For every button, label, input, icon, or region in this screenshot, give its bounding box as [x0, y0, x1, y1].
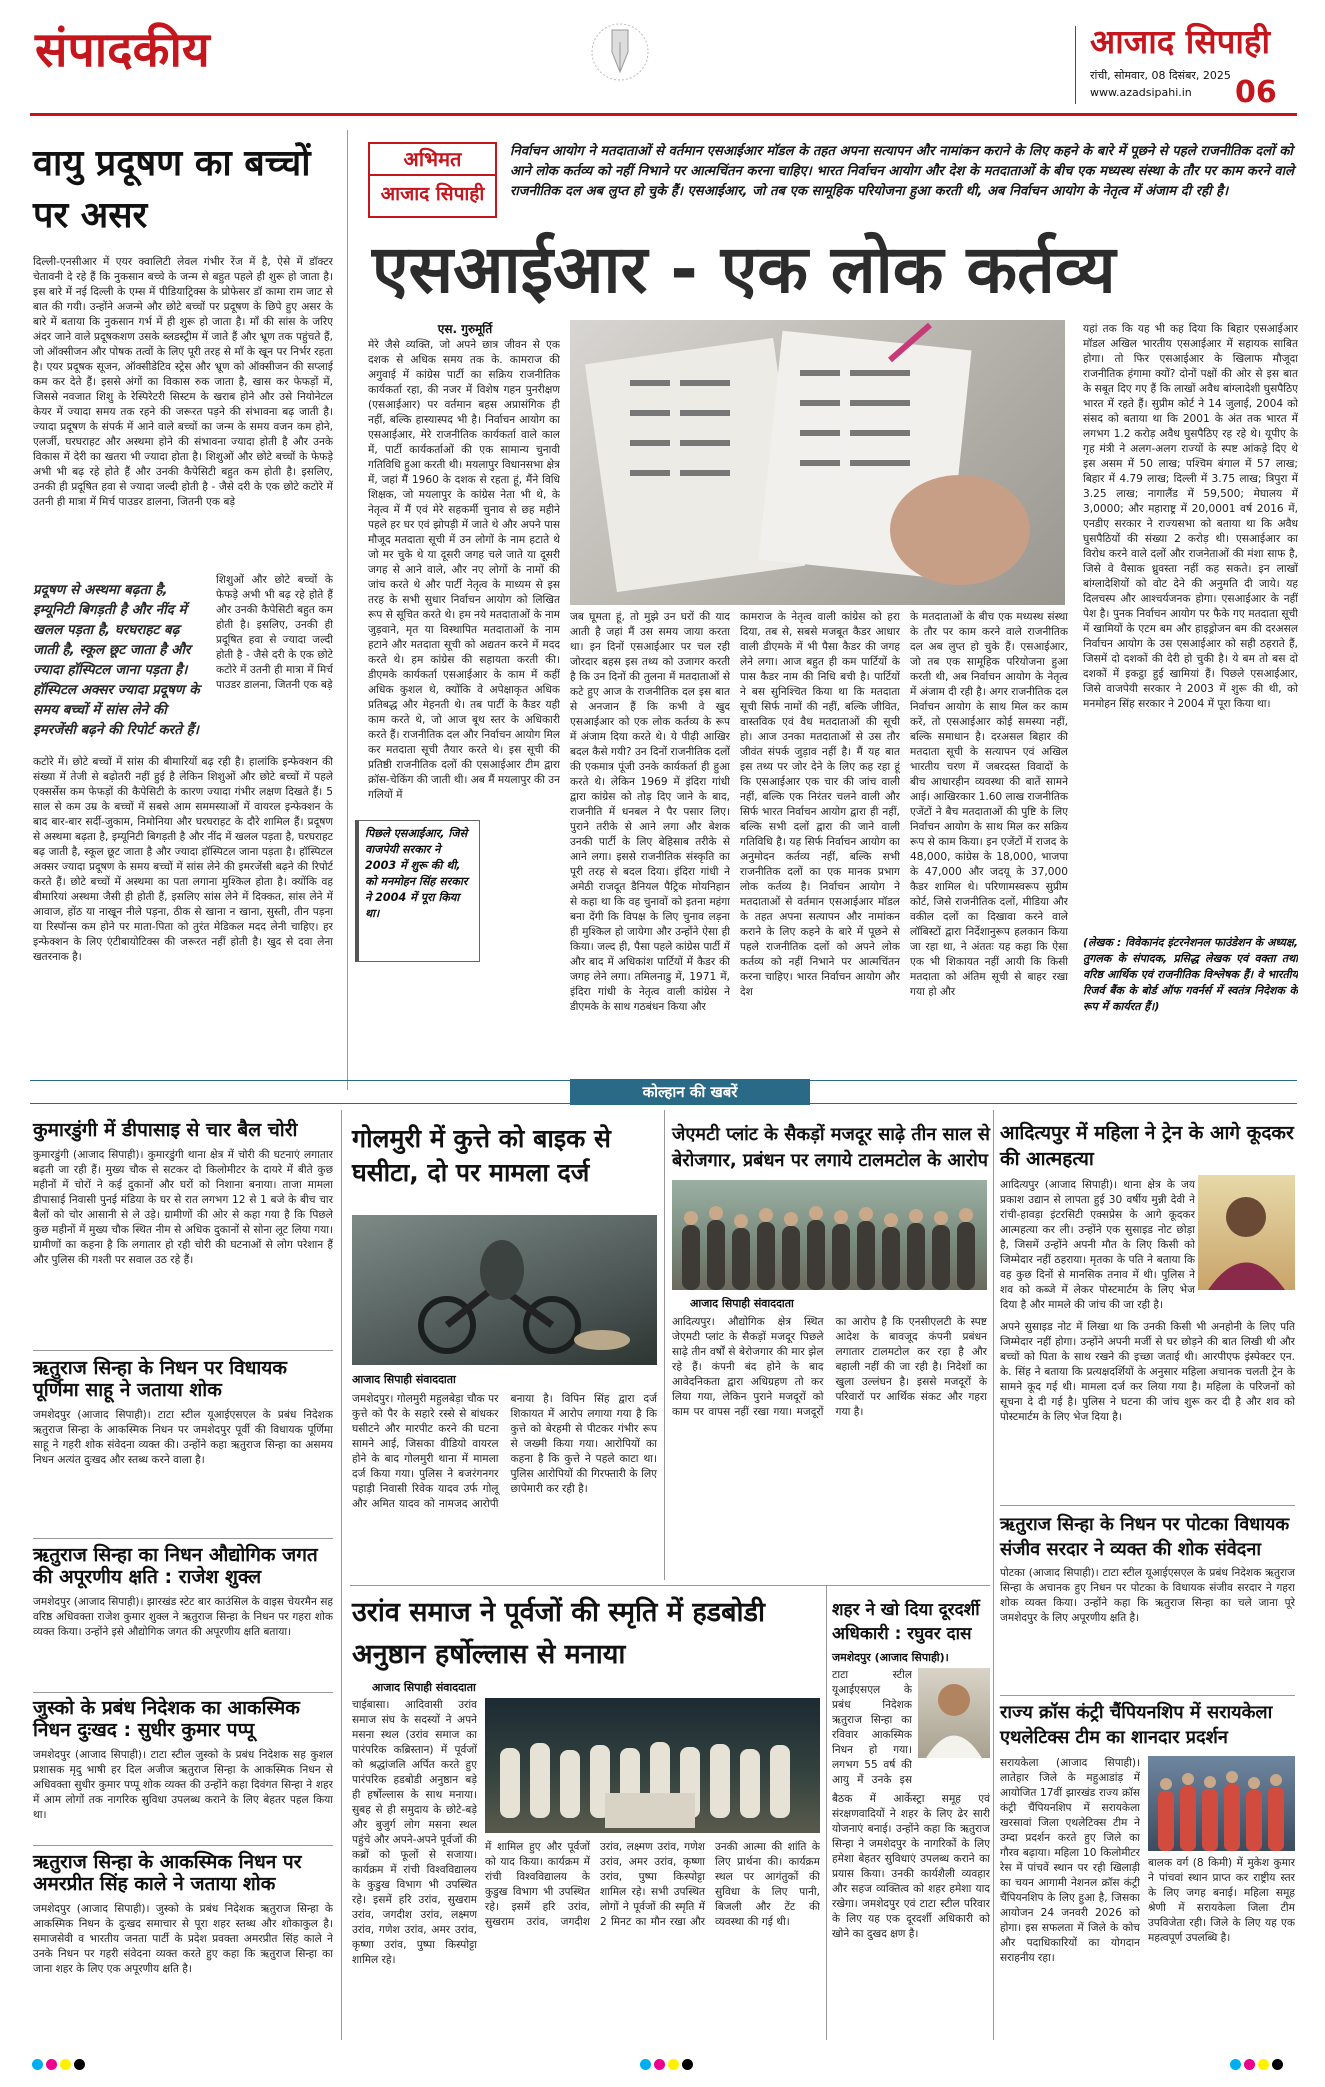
purnima-headline: ऋतुराज सिन्हा के निधन पर विधायक पूर्णिमा साहू ने जताया शोक [33, 1357, 287, 1401]
uraon-gathering-illustration [485, 1698, 820, 1833]
athletics-photo [1148, 1756, 1295, 1851]
opinion-col2: जब घूमता हूं, तो मुझे उन घरों की याद आती है जहां मैं उस समय जाया करता था। इन दिनों एसआईआर पर चल रही जोरदार बहस इस तथ्य को उजागर करती है कि उन दिनों की तुलना में मतदाताओं से कटे हुए आज के राजनीतिक दल इस बात से अनजान हैं कि कभी वे खुद एसआईआर को एक लोक कर्तव्य के रूप में अंजाम दिया करते थे। ये पीढ़ी आखिर बदल कैसे गयी? उन दिनों राजनीतिक दलों की एकमात्र पूंजी उनके कार्यकर्ता ही हुआ करते थे। लेकिन 1969 में इंदिरा गांधी द्वारा कांग्रेस को तोड़ दिए जाने के बाद, राजनीति में धनबल ने पैर पसार लिए। पुराने तरीके से आने लगा और बेशक उनकी पार्टी के लिए बेहिसाब तरीके से आने लगा। इससे राजनीतिक संस्कृति का पूरी तरह से बदल दिया। इंदिरा गांधी ने अमेठी राजदूत डैनियल पैट्रिक मोयनिहान से कहा था कि वह चुनावों को इतना महंगा बना देंगी कि विपक्ष के लिए चुनाव लड़ना ही मुश्किल हो जायेगा और उन्होंने ऐसा ही किया। जल्द ही, पैसा पहले कांग्रेस पार्टी में और बाद में अधिकांश पार्टियों में कैडर की जगह लेने लगा। तमिलनाडु में, 1971 में, इंदिरा गांधी के नेतृत्व वाली कांग्रेस ने डीएमके के साथ गठबंधन किया और [570, 611, 730, 1013]
column-divider [341, 1110, 342, 2040]
opinion-tag-bottom: आजाद सिपाही [380, 183, 485, 205]
uraon-photo [485, 1698, 820, 1833]
jmt-body: आदित्यपुर। औद्योगिक क्षेत्र स्थित जेएमटी प्लांट के सैकड़ों मजदूर पिछले साढ़े तीन वर्षों से बेरोजगार की मार झेल रहे हैं। कंपनी बंद होने के बाद आवेदनिकता द्वारा अधिग्रहण तो कर लिया गया, लेकिन पुराने मजदूरों को काम पर वापस नहीं रखा गया। मजदूरों का आरोप है कि एनसीएलटी के स्पष्ट आदेश के बावजूद कंपनी प्रबंधन लगातार टालमटोल कर रहा है और बहाली नहीं की जा रही है। निदेशों का खुला उल्लंघन है। इससे मजदूरों के परिवारों पर आर्थिक संकट और गहरा गया है। [672, 1316, 987, 1418]
opinion-byline: एस. गुरुमूर्ति [437, 322, 493, 336]
opinion-tag [368, 142, 497, 218]
rajesh-body: जमशेदपुर (आजाद सिपाही)। झारखंड स्टेट बार काउंसिल के वाइस चेयरमैन सह वरिष्ठ अधिवक्ता राजेश कुमार शुक्ल ने ऋतुराज सिन्हा के निधन पर गहरा शोक व्यक्त किया। उन्होंने इसे औद्योगिक जगत की अपूरणीय क्षति बताया। [33, 1596, 333, 1638]
opinion-col5: यहां तक कि यह भी कह दिया कि बिहार एसआईआर मॉडल अखिल भारतीय एसआईआर में सहायक साबित होगा। तो फिर एसआईआर के खिलाफ मौजूदा राजनीतिक हंगामा क्यों? दोनों पक्षों की ओर से इस बात के सबूत दिए गए हैं कि लाखों अवैध बांग्लादेशी घुसपैठिए भारत में रहते हैं। सुप्रीम कोर्ट ने 14 जुलाई, 2004 को संसद को बताया था कि 2001 के अंत तक भारत में लगभग 1.2 करोड़ अवैध घुसपैठिए रह रहे थे। यूपीए के गृह मंत्री ने अलग-अलग राज्यों के स्पष्ट आंकड़े दिए थे इस असम में 50 लाख; पश्चिम बंगाल में 57 लाख; बिहार में 4.79 लाख; दिल्ली में 3.75 लाख; त्रिपुरा में 3.25 लाख; नागालैंड में 59,500; मेघालय में 3,0000; और महाराष्ट्र में 20,0001 वर्ष 2016 में, एनडीए सरकार ने राज्यसभा को बताया था कि अवैध घुसपैठियों की संख्या 2 करोड़ थी। एसआईआर का विरोध करने वाले दलों और राजनेताओं की मंशा साफ है, जिसे वे वैसाक ध्रुवस्ता नहीं कह सकते। इन लाखों बांग्लादेशियों को वोट देने की अनुमति दी जाये। यह दिलचस्प और आश्चर्यजनक होगा। एसआईआर के नहीं पेश है। पुनक निर्वाचन आयोग पर फैके गए मतदाता सूची में खामियों के एटम बम और हाइड्रोजन बम की दरअसल निर्वाचन आयोग के उस एसआईआर को सही ठहराते हैं, जिसमें दो दशकों की देरी हो चुकी है। ये बम तो बस दो दशकों में इकट्ठा हुई खामियां हैं। पिछले एसआईआर, जिसे वाजपेयी सरकार ने 2003 में शुरू की थी, को मनमोहन सिंह सरकार ने 2004 में पूरा किया था। [1083, 323, 1298, 710]
suicide-body-cont [1000, 1320, 1295, 1500]
story-divider [33, 1538, 333, 1539]
opinion-col1: मेरे जैसे व्यक्ति, जो अपने छात्र जीवन से एक दशक से अधिक समय तक के. कामराज की अगुवाई में कांग्रेस पार्टी का सक्रिय राजनीतिक कार्यकर्ता रहा, की नजर में विशेष गहन पुनरीक्षण (एसआईआर) पर वर्तमान बहस अप्रासंगिक ही नहीं, बल्कि हास्यास्पद भी है। निर्वाचन आयोग का एसआईआर, मेरे राजनीतिक कार्यकर्ता वाले काल में, पार्टी कार्यकर्ताओं की एक सामान्य चुनावी गतिविधि हुआ करती थी। मयलापुर विधानसभा क्षेत्र में, जहां मैं 1960 के दशक से रहता हूं, मैंने विधि शिक्षक, जो मयलापुर के कांग्रेस नेता भी थे, के नेतृत्व में मैं एवं मेरे सहकर्मी चुनाव से छह महीने पहले हर घर एवं झोपड़ी में जाते थे और अपने पास मौजूद मतदाता सूची में उन लोगों के नाम हटाते थे जो मर चुके थे या दूसरी जगह चले जाते या दूसरी जगह से आने वाले, और नए लोगों के नामों की जांच करते थे और पार्टी नेतृत्व के माध्यम से इस तरह के सभी सुधार निर्वाचन आयोग को लिखित रूप से सूचित करते थे। हम नये मतदाताओं के नाम जुड़वाने, मृत या विस्थापित मतदाताओं के नाम हटाने और मतदाता सूची को अद्यतन करने में मदद करते थे। हम कांग्रेस की सहायता करती की। डीएमके कार्यकर्ता एसआईआर के काम में कहीं अधिक कुशल थे, क्योंकि वे अपेक्षाकृत अधिक प्रतिबद्ध और मेहनती थे। तब पार्टी के कैडर यही काम करते थे, जो आज बूथ स्तर के अधिकारी करते हैं। राजनीतिक दल और निर्वाचन आयोग मिल कर मतदाता सूची तैयार करते थे। इस सूची की प्रतिष्ठी राजनीतिक दलों की एसआईआर टीम द्वारा क्रॉस-चेकिंग की जाती थी। अब मैं मयलापुर की उन गलियों में [368, 339, 560, 801]
column-divider [664, 1110, 665, 1580]
athletics-illustration [1148, 1756, 1295, 1851]
dateline: रांची, सोमवार, 08 दिसंबर, 2025 [1090, 69, 1231, 82]
workers-photo [672, 1180, 987, 1290]
golmuri-body: जमशेदपुर। गोलमुरी महुलबेड़ा चौक पर कुत्ते को पैर के सहारे रस्से से बांधकर घसीटने और मारपीट करने की घटना सामने आई, जिसका वीडियो वायरल होने के बाद गोलमुरी थाना में मामला दर्ज किया गया। पुलिस ने बजरंगनगर पहाड़ी निवासी रिवेक यादव उर्फ गोलू और अमित यादव को नामजद आरोपी बनाया है। विपिन सिंह द्वारा दर्ज शिकायत में आरोप लगाया गया है कि कुत्ते को बेरहमी से पीटकर गंभीर रूप से जख्मी किया गया। आरोपियों का कहना है कि कुत्ते ने पहले काटा था। पुलिस आरोपियों की गिरफ्तारी के लिए छापेमारी कर रही है। [352, 1393, 657, 1510]
air-pollution-body-a: दिल्ली-एनसीआर में एयर क्वालिटी लेवल गंभीर रेंज में है, ऐसे में डॉक्टर चेतावनी दे रहे हैं कि नुकसान बच्चे के जन्म से बहुत पहले ही शुरू हो जाता है। इस बारे में नई दिल्ली के एम्स में पीडियाट्रिक्स के प्रोफेसर डॉ कामा राम जाट से बात की गयी। उन्होंने अजन्मे और छोटे बच्चों पर प्रदूषण के छिपे हुए असर के बारे में बताया कि नुकसान गर्भ में ही शुरू हो जाता है। माँ की सांस के जरिए अंदर जाने वाले प्रदूषकशण उसके ब्लडस्ट्रीम में जाते हैं और भ्रूण तक पहुंचते हैं, जो ऑक्सीजन और पोषक तत्वों के लिए पूरी तरह से माँ के खून पर निर्भर रहता है। एयर प्रदूषक सूजन, ऑक्सीडेटिव स्ट्रेस और भ्रूण को ऑक्सीजन की सप्लाई कम कर देते हैं। इससे अंगों का विकास रुक जाता है, खास कर फेफड़ों में, जिससे नवजात शिशु के रेस्पिरेटरी सिस्टम के खराब होने और उसे नियोनेटल केयर में ज्यादा समय तक रहने की जरूरत पड़ने की संभावना बढ़ जाती है। ज्यादा प्रदूषण के संपर्क में आने वाले बच्चों का जन्म के समय वजन कम होने, एलर्जी, घरघराहट और अस्थमा होने की संभावना ज्यादा होती है और उनके विकास में देरी का खतरा भी ज्यादा होता है। शिशुओं और छोटे बच्चों के फेफड़े अभी भी बढ़ रहे होते हैं और उनकी कैपेसिटी बहुत कम होती है। इसलिए, उनकी ही प्रदूषित हवा से ज्यादा जल्दी होती है - जैसे दरी के एक छोटे कटोरे में उतनी ही मात्रा में मिर्च पाउडर डालना, जितनी एक बड़े [33, 256, 333, 508]
uraon-body-cont [485, 1840, 820, 2038]
workers-illustration [672, 1180, 987, 1290]
golmuri-photo [352, 1215, 657, 1365]
pull-quote-text: पिछले एसआईआर, जिसे वाजपेयी सरकार ने 2003 में शुरू की थी, को मनमोहन सिंह सरकार ने 2004 में पूरा किया था। [365, 827, 468, 920]
raghubar-byline: जमशेदपुर (आजाद सिपाही)। [832, 1651, 949, 1664]
raghubar-body-cont [832, 1792, 990, 2038]
uraon-headline: उरांव समाज ने पूर्वजों की स्मृति में हडबोडी अनुष्ठान हर्षोल्लास से मनाया [352, 1597, 765, 1670]
story-divider [33, 1845, 333, 1846]
opinion-intro: निर्वाचन आयोग ने मतदाताओं से वर्तमान एसआईआर मॉडल के तहत अपना सत्यापन और नामांकन कराने के लिए कहने के बारे में पूछने से पहले राजनीतिक दलों को आने लोक कर्तव्य को नहीं निभाने पर आत्मचिंतन करना चाहिए। भारत निर्वाचन आयोग और देश के मतदाताओं के बीच एक मध्यस्थ संस्था के तौर पर काम करने वाले राजनीतिक दल अब लुप्त हो चुके हैं। एसआईआर, जो तब एक सामूहिक परियोजना हुआ करती थी, अब निर्वाचन आयोग के नेतृत्व में अंजाम दी रही है। [510, 144, 1294, 199]
paper-name: आजाद सिपाही [1090, 22, 1270, 61]
story-divider [350, 1585, 990, 1586]
suicide-headline: आदित्यपुर में महिला ने ट्रेन के आगे कूदकर की आत्महत्या [1000, 1122, 1294, 1170]
uraon-body-text: में शामिल हुए और पूर्वजों को याद किया। कार्यक्रम में रांची विश्वविद्यालय के कुडुख विभाग भी उपस्थित रहे। इसमें हरि उरांव, सुखराम उरांव, जगदीश उरांव, लक्ष्मण उरांव, गणेश उरांव, अमर उरांव, कृष्णा उरांव, पुष्पा किस्पोट्टा शामिल रहे। सभी उपस्थित लोगों ने पूर्वजों की स्मृति में 2 मिनट का मौन रखा और उनकी आत्मा की शांति के लिए प्रार्थना की। कार्यक्रम स्थल पर आगंतुकों की सुविधा के लिए पानी, बिजली और टेंट की व्यवस्था की गई थी। [485, 1841, 820, 1928]
website: www.azadsipahi.in [1090, 86, 1192, 99]
kolhan-banner-label: कोल्हान की खबरें [570, 1079, 810, 1105]
voter-list-photo [570, 320, 1065, 605]
victim-portrait-illustration [1198, 1175, 1295, 1290]
athletics-body: सरायकेला (आजाद सिपाही)। लातेहार जिले के महुआडांड़ में आयोजित 17वीं झारखंड राज्य क्रॉस कंट्री चैंपियनशिप में सरायकेला खरसावां जिला एथलेटिक्स टीम ने उम्दा प्रदर्शन करते हुए जिले का गौरव बढ़ाया। महिला 10 किलोमीटर रेस में पांचवें स्थान पर रही खिलाड़ी का चयन आगामी नेशनल क्रॉस कंट्री चैंपियनशिप के लिए हुआ है, जिसका आयोजन 24 जनवरी 2026 को होगा। इस सफलता में जिले के कोच और पदाधिकारियों का योगदान सराहनीय रहा। [1000, 1757, 1140, 1964]
athletics-headline: राज्य क्रॉस कंट्री चैंपियनशिप में सरायकेला एथलेटिक्स टीम का शानदार प्रदर्शन [1000, 1702, 1273, 1748]
air-pollution-headline: वायु प्रदूषण का बच्चों पर असर [33, 143, 311, 236]
amarpreet-headline: ऋतुराज सिन्हा के आकस्मिक निधन पर अमरप्रीत सिंह काले ने जताया शोक [33, 1851, 302, 1895]
raghubar-body-text: बैठक में आर्केस्ट्रा समूह एवं संरक्षणवादियों ने शहर के लिए ढेर सारी योजनाएं बनाई। उन्होंने कहा कि ऋतुराज सिन्हा ने जमशेदपुर के नागरिकों के लिए हमेशा बेहतर सुविधाएं उपलब्ध कराने का प्रयास किया। उनकी कार्यशैली व्यवहार और सहज व्यक्तित्व को शहर हमेशा याद रखेगा। जमशेदपुर एवं टाटा स्टील परिवार के लिए यह एक दूरदर्शी अधिकारी को खोने का दुखद क्षण है। [832, 1793, 990, 1940]
athletics-body-cont [1148, 1856, 1295, 2038]
opinion-col4: के मतदाताओं के बीच एक मध्यस्थ संस्था के तौर पर काम करने वाले राजनीतिक दल अब लुप्त हो चुके हैं। एसआईआर, जो तब एक सामूहिक परियोजना हुआ करती थी, अब निर्वाचन आयोग के नेतृत्व में अंजाम दी रही है। अगर राजनीतिक दल निर्वाचन आयोग के साथ मिल कर काम करें, तो एसआईआर कोई समस्या नहीं, बल्कि समाधान है। दरअसल बिहार की मतदाता सूची के सत्यापन एवं अखिल भारतीय चरण में जबरदस्त विवादों के बीच आधारहीन व्यवस्था की बातें सामने आई। आखिरकार 1.60 लाख राजनीतिक एजेंटों ने बैच मतदाताओं की पुष्टि के लिए निर्वाचन आयोग के साथ मिल कर सक्रिय रूप से काम किया। इन एजेंटों में राजद के 48,000, कांग्रेस के 18,000, भाजपा के 47,000 और जदयू के 37,000 कैडर शामिल थे। परिणामस्वरूप सुप्रीम कोर्ट, जिसे राजनीतिक दलों, मीडिया और वकील दलों का दिखावा करने वाले लॉबिस्टों द्वारा निर्देशानुरूप हलकान किया जा रहा था, ने अंततः यह कहा कि ऐसा एक भी शिकायत नहीं आयी कि किसी मतदाता को अंतिम सूची से बाहर रखा गया हो और [910, 611, 1068, 998]
bike-dog-illustration [352, 1215, 657, 1365]
air-pollution-pull-quote: प्रदूषण से अस्थमा बढ़ता है, इम्यूनिटी बिगड़ती है और नींद में खलल पड़ता है, घरघराहट बढ़ जाती है, स्कूल छूट जाता है और ज्यादा हॉस्पिटल जाना पड़ता है। हॉस्पिटल अक्सर ज्यादा प्रदूषण के समय बच्चों में सांस लेने की इमरजेंसी बढ़ने की रिपोर्ट करते हैं। [33, 582, 200, 738]
suicide-body-text: अपने सुसाइड नोट में लिखा था कि उनकी किसी भी अनहोनी के लिए पति जिम्मेदार नहीं होगा। उन्होंने अपनी मर्जी से घर छोड़ने की बात लिखी थी और बच्चों को पिता के साथ रखने की इच्छा जताई थी। आरपीएफ इंस्पेक्टर एन. के. सिंह ने बताया कि प्रत्यक्षदर्शियों के अनुसार महिला अचानक चलती ट्रेन के सामने कूद गई थी। मामला दर्ज कर लिया गया है। महिला के परिजनों को सूचना दे दी गई है। पुलिस ने घटना की जांच शुरू कर दी है और शव को पोस्टमार्टम के लिए भेज दिया है। [1000, 1321, 1295, 1423]
suicide-body: आदित्यपुर (आजाद सिपाही)। थाना क्षेत्र के जय प्रकाश उद्यान से लापता हुई 30 वर्षीय मुन्नी देवी ने रांची-हावड़ा इंटरसिटी एक्सप्रेस के आगे कूदकर आत्महत्या कर ली। उन्होंने एक सुसाइड नोट छोड़ा है, जिसमें उन्होंने अपनी मौत के लिए किसी को जिम्मेदार नहीं ठहराया। मृतका के पति ने बताया कि वह कुछ दिनों से मानसिक तनाव में थी। पुलिस ने शव को कब्जे में लेकर पोस्टमार्टम के लिए भेज दिया है और मामले की जांच की जा रही है। [1000, 1179, 1195, 1311]
section-title: संपादकीय [35, 22, 210, 78]
jmt-byline: आजाद सिपाही संवाददाता [690, 1297, 794, 1310]
uraon-byline: आजाद सिपाही संवाददाता [372, 1681, 476, 1694]
golmuri-headline: गोलमुरी में कुत्ते को बाइक से घसीटा, दो पर मामला दर्ज [352, 1124, 611, 1187]
registration-dots-right [1230, 2055, 1286, 2074]
amarpreet-body: जमशेदपुर (आजाद सिपाही)। जुस्को के प्रबंध निदेशक ऋतुराज सिन्हा के आकस्मिक निधन के दुःखद समाचार से पूरा शहर स्तब्ध और शोकाकुल है। समाजसेवी व भारतीय जनता पार्टी के प्रदेश प्रवक्ता अमरप्रीत सिंह काले ने उनके निधन पर गहरी संवेदना व्यक्त करते हुए कहा कि ऋतुराज सिन्हा का जाना शहर के लिए एक अपूरणीय क्षति है। [33, 1903, 333, 1975]
raghubar-portrait [918, 1668, 990, 1758]
air-pollution-body-a-cont: शिशुओं और छोटे बच्चों के फेफड़े अभी भी बढ़ रहे होते हैं और उनकी कैपेसिटी बहुत कम होती है। इसलिए, उनकी ही प्रदूषित हवा से ज्यादा जल्दी होती है - जैसे दरी के एक छोटे कटोरे में उतनी ही मात्रा में मिर्च पाउडर डालना, जितनी एक बड़े [216, 574, 333, 691]
jmt-headline: जेएमटी प्लांट के सैकड़ों मजदूर साढ़े तीन साल से बेरोजगार, प्रबंधन पर लगाये टालमटोल के आरोप [672, 1124, 990, 1171]
victim-portrait [1198, 1175, 1295, 1290]
pappu-headline: जुस्को के प्रबंध निदेशक का आकस्मिक निधन दुःखद : सुधीर कुमार पप्पू [33, 1697, 300, 1741]
registration-dots-left [32, 2055, 88, 2074]
masthead-divider [1075, 26, 1076, 104]
golmuri-byline: आजाद सिपाही संवाददाता [352, 1373, 456, 1386]
voter-list-illustration [570, 320, 1065, 605]
athletics-body-text: बालक वर्ग (8 किमी) में मुकेश कुमार ने पांचवां स्थान प्राप्त कर राष्ट्रीय स्तर के लिए जगह बनाई। महिला समूह श्रेणी में सरायकेला जिला टीम उपविजेता रही। जिले के लिए यह एक महत्वपूर्ण उपलब्धि है। [1148, 1857, 1295, 1944]
raghubar-portrait-illustration [918, 1668, 990, 1758]
story-divider [1000, 1695, 1295, 1696]
raghubar-headline: शहर ने खो दिया दूरदर्शी अधिकारी : रघुवर दास [832, 1600, 980, 1644]
air-pollution-body-a2 [216, 573, 333, 750]
kolhan-banner [30, 1080, 1297, 1104]
story-divider [1000, 1505, 1295, 1506]
pull-quote-box [355, 820, 480, 962]
chain-theft-headline: कुमारडुंगी में डीपासाइ से चार बैल चोरी [33, 1119, 298, 1141]
column-divider [347, 130, 348, 1090]
purnima-body: जमशेदपुर (आजाद सिपाही)। टाटा स्टील यूआईएसएल के प्रबंध निदेशक ऋतुराज सिन्हा के आकस्मिक निधन पर जमशेदपुर पूर्वी की विधायक पूर्णिमा साहू ने गहरी शोक संवेदना व्यक्त की। उन्होंने कहा ऋतुराज सिन्हा का असमय निधन अत्यंत दुःखद और स्तब्ध करने वाला है। [33, 1409, 333, 1466]
sanjiv-body: पोटका (आजाद सिपाही)। टाटा स्टील यूआईएसएल के प्रबंध निदेशक ऋतुराज सिन्हा के अचानक हुए निधन पर पोटका के विधायक संजीव सरदार ने गहरा शोक व्यक्त किया। उन्होंने कहा कि ऋतुराज सिन्हा का चले जाना पूरे जमशेदपुर के लिए अपूरणीय क्षति है। [1000, 1567, 1295, 1624]
registration-dots-center [640, 2055, 696, 2074]
pen-nib-icon [590, 12, 650, 92]
sanjiv-headline: ऋतुराज सिन्हा के निधन पर पोटका विधायक संजीव सरदार ने व्यक्त की शोक संवेदना [1000, 1514, 1290, 1560]
opinion-headline: एसआईआर - एक लोक कर्तव्य [372, 231, 1116, 308]
air-pollution-body-b: कटोरे में। छोटे बच्चों में सांस की बीमारियों बढ़ रही है। हालांकि इन्फेक्शन की संख्या में तेजी से बढ़ोतरी नहीं हुई है लेकिन शिशुओं और छोटे बच्चों में पहले एक्सर्सेस कम फेफड़ों की कैपेसिटी के कारण ज्यादा गंभीर लक्षण दिखते हैं। 5 साल से कम उम्र के बच्चों में सबसे आम सममस्याओं में वायरल इन्फेक्शन के बाद बार-बार सर्दी-जुकाम, निमोनिया और घरघराहट के दौरे शामिल हैं। प्रदूषण से अस्थमा बढ़ता है, इम्यूनिटी बिगड़ती है और नींद में खलल पड़ता है, घरघराहट बढ़ जाती है, स्कूल छूट जाता है और ज्यादा हॉस्पिटल जाना पड़ता है। हॉस्पिटल अक्सर ज्यादा प्रदूषण के समय बच्चों में सांस लेने की इमरजेंसी बढ़ने की रिपोर्ट करते हैं। छोटे बच्चों में अस्थमा का पता लगाना मुश्किल होता है। क्योंकि वह बीमारियां अस्थमा जैसी ही होती हैं, इसलिए सांस लेने में दिक्कत, सांस लेने में आवाज, होंठ या नाखून नीले पड़ना, ठीक से खाना न खाना, सुस्ती, तीन पड़ना या रिस्पॉन्स कम होने पर माता-पिता को तुरंत मेडिकल मदद लेनी चाहिए। हर इन्फेक्शन के लिए एंटीबायोटिक्स की जरूरत नहीं होती है। खुद से दवा लेना खतरनाक है। [33, 756, 333, 963]
uraon-body: चाईबासा। आदिवासी उरांव समाज संघ के सदस्यों ने अपने मसना स्थल (उरांव समाज का पारंपरिक कब्रिस्तान) में पूर्वजों को श्रद्धांजलि अर्पित करते हुए पारंपरिक हडबोडी अनुष्ठान बड़े ही हर्षोल्लास के साथ मनाया। सुबह से ही समुदाय के छोटे-बड़े और बुजुर्ग लोग मसना स्थल पहुंचे और अपने-अपने पूर्वजों की कब्रों को फूलों से सजाया। कार्यक्रम में रांची विश्वविद्यालय के कुडुख विभाग भी उपस्थित रहे। इसमें हरि उरांव, सुखराम उरांव, जगदीश उरांव, लक्ष्मण उरांव, गणेश उरांव, अमर उरांव, कृष्णा उरांव, पुष्पा किस्पोट्टा शामिल रहे। [352, 1699, 477, 1966]
page-number: 06 [1235, 75, 1277, 110]
chain-theft-body: कुमारडुंगी (आजाद सिपाही)। कुमारडुंगी थाना क्षेत्र में चोरी की घटनाएं लगातार बढ़ती जा रही हैं। मुख्य चौक से सटकर दो किलोमीटर के दायरे में बीते कुछ महीनों में चोरों ने कई दुकानों और घरों को निशाना बनाया। ताजा मामला डीपासाई निवासी पुनई मंडिया के घर से रात लगभग 12 से 1 बजे के बीच चार बैलों को चोर आसानी से ले उड़े। ग्रामीणों की ओर से कहा गया है कि पिछले कुछ महीनों में मुख्य चौक स्थित नीम से अधिक दुकानों से सोना लूट लिया गया। ग्रामीणों का कहना है कि लगातार हो रही चोरी की घटनाओं से लोग परेशान हैं और पुलिस की गश्ती पर सवाल उठ रहे हैं। [33, 1149, 333, 1266]
pappu-body: जमशेदपुर (आजाद सिपाही)। टाटा स्टील जुस्को के प्रबंध निदेशक सह कुशल प्रशासक मृदु भाषी हर दिल अजीज ऋतुराज सिन्हा के आकस्मिक निधन से अधिवक्ता सुधीर कुमार पप्पू शोक व्यक्त की उन्होंने कहा दिवंगत सिन्हा ने शहर में आम लोगों तक नागरिक सुविधा उपलब्ध कराने के लिए बेहतर पहल किया था। [33, 1749, 333, 1821]
opinion-tag-top: अभिमत [370, 144, 495, 176]
author-note: (लेखक : विवेकानंद इंटरनेशनल फाउंडेशन के अध्यक्ष, तुगलक के संपादक, प्रसिद्ध लेखक एवं वक्ता तथा वरिष्ठ आर्थिक एवं राजनीतिक विश्लेषक हैं। वे भारतीय रिजर्व बैंक के बोर्ड ऑफ गवर्नर्स में स्वतंत्र निदेशक के रूप में कार्यरत हैं।) [1083, 936, 1298, 1013]
story-divider [33, 1692, 333, 1693]
column-divider [993, 1110, 994, 2040]
column-divider [826, 1585, 827, 2040]
raghubar-body: टाटा स्टील यूआईएसएल के प्रबंध निदेशक ऋतुराज सिन्हा का रविवार आकस्मिक निधन हो गया। लगभग 55 वर्ष की आयु में उनके इस [832, 1669, 912, 1786]
story-divider [33, 1350, 333, 1351]
masthead-rule [30, 113, 1297, 116]
rajesh-headline: ऋतुराज सिन्हा का निधन औद्योगिक जगत की अपूरणीय क्षति : राजेश शुक्ल [33, 1544, 318, 1588]
opinion-col3: कामराज के नेतृत्व वाली कांग्रेस को हरा दिया, तब से, सबसे मजबूत कैडर आधार वाली डीएमके में भी पैसा कैडर की जगह लेने लगा। आज बहुत ही कम पार्टियों के पास कैडर नाम की निधि बची है। पार्टियों ने बस सुनिश्चित किया था कि मतदाता सूची सिर्फ नामों की नहीं, बल्कि जीवित, वास्तविक एवं वैध मतदाताओं की सूची हो। आज उनका मतदाताओं से उस तौर जीवंत संपर्क जुड़ाव नहीं है। मैं यह बात इस तथ्य पर जोर देने के लिए कह रहा हूं कि एसआईआर एक चार की जांच वाली नहीं, बल्कि एक निरंतर चलने वाली और सिर्फ भारत निर्वाचन आयोग द्वारा ही नहीं, बल्कि सभी दलों द्वारा की जाने वाली गतिविधि है। यह सिर्फ निर्वाचन आयोग का अनुमोदन कर्तव्य नहीं, बल्कि सभी राजनीतिक दलों का एक मानक प्रभाग लोक कर्तव्य है। निर्वाचन आयोग ने मतदाताओं से वर्तमान एसआईआर मॉडल के तहत अपना सत्यापन और नामांकन कराने के लिए कहने के बारे में पूछने से पहले राजनीतिक दलों को अपने लोक कर्तव्य को नहीं निभाने पर आत्मचिंतन करना चाहिए। भारत निर्वाचन आयोग और देश [740, 611, 900, 998]
